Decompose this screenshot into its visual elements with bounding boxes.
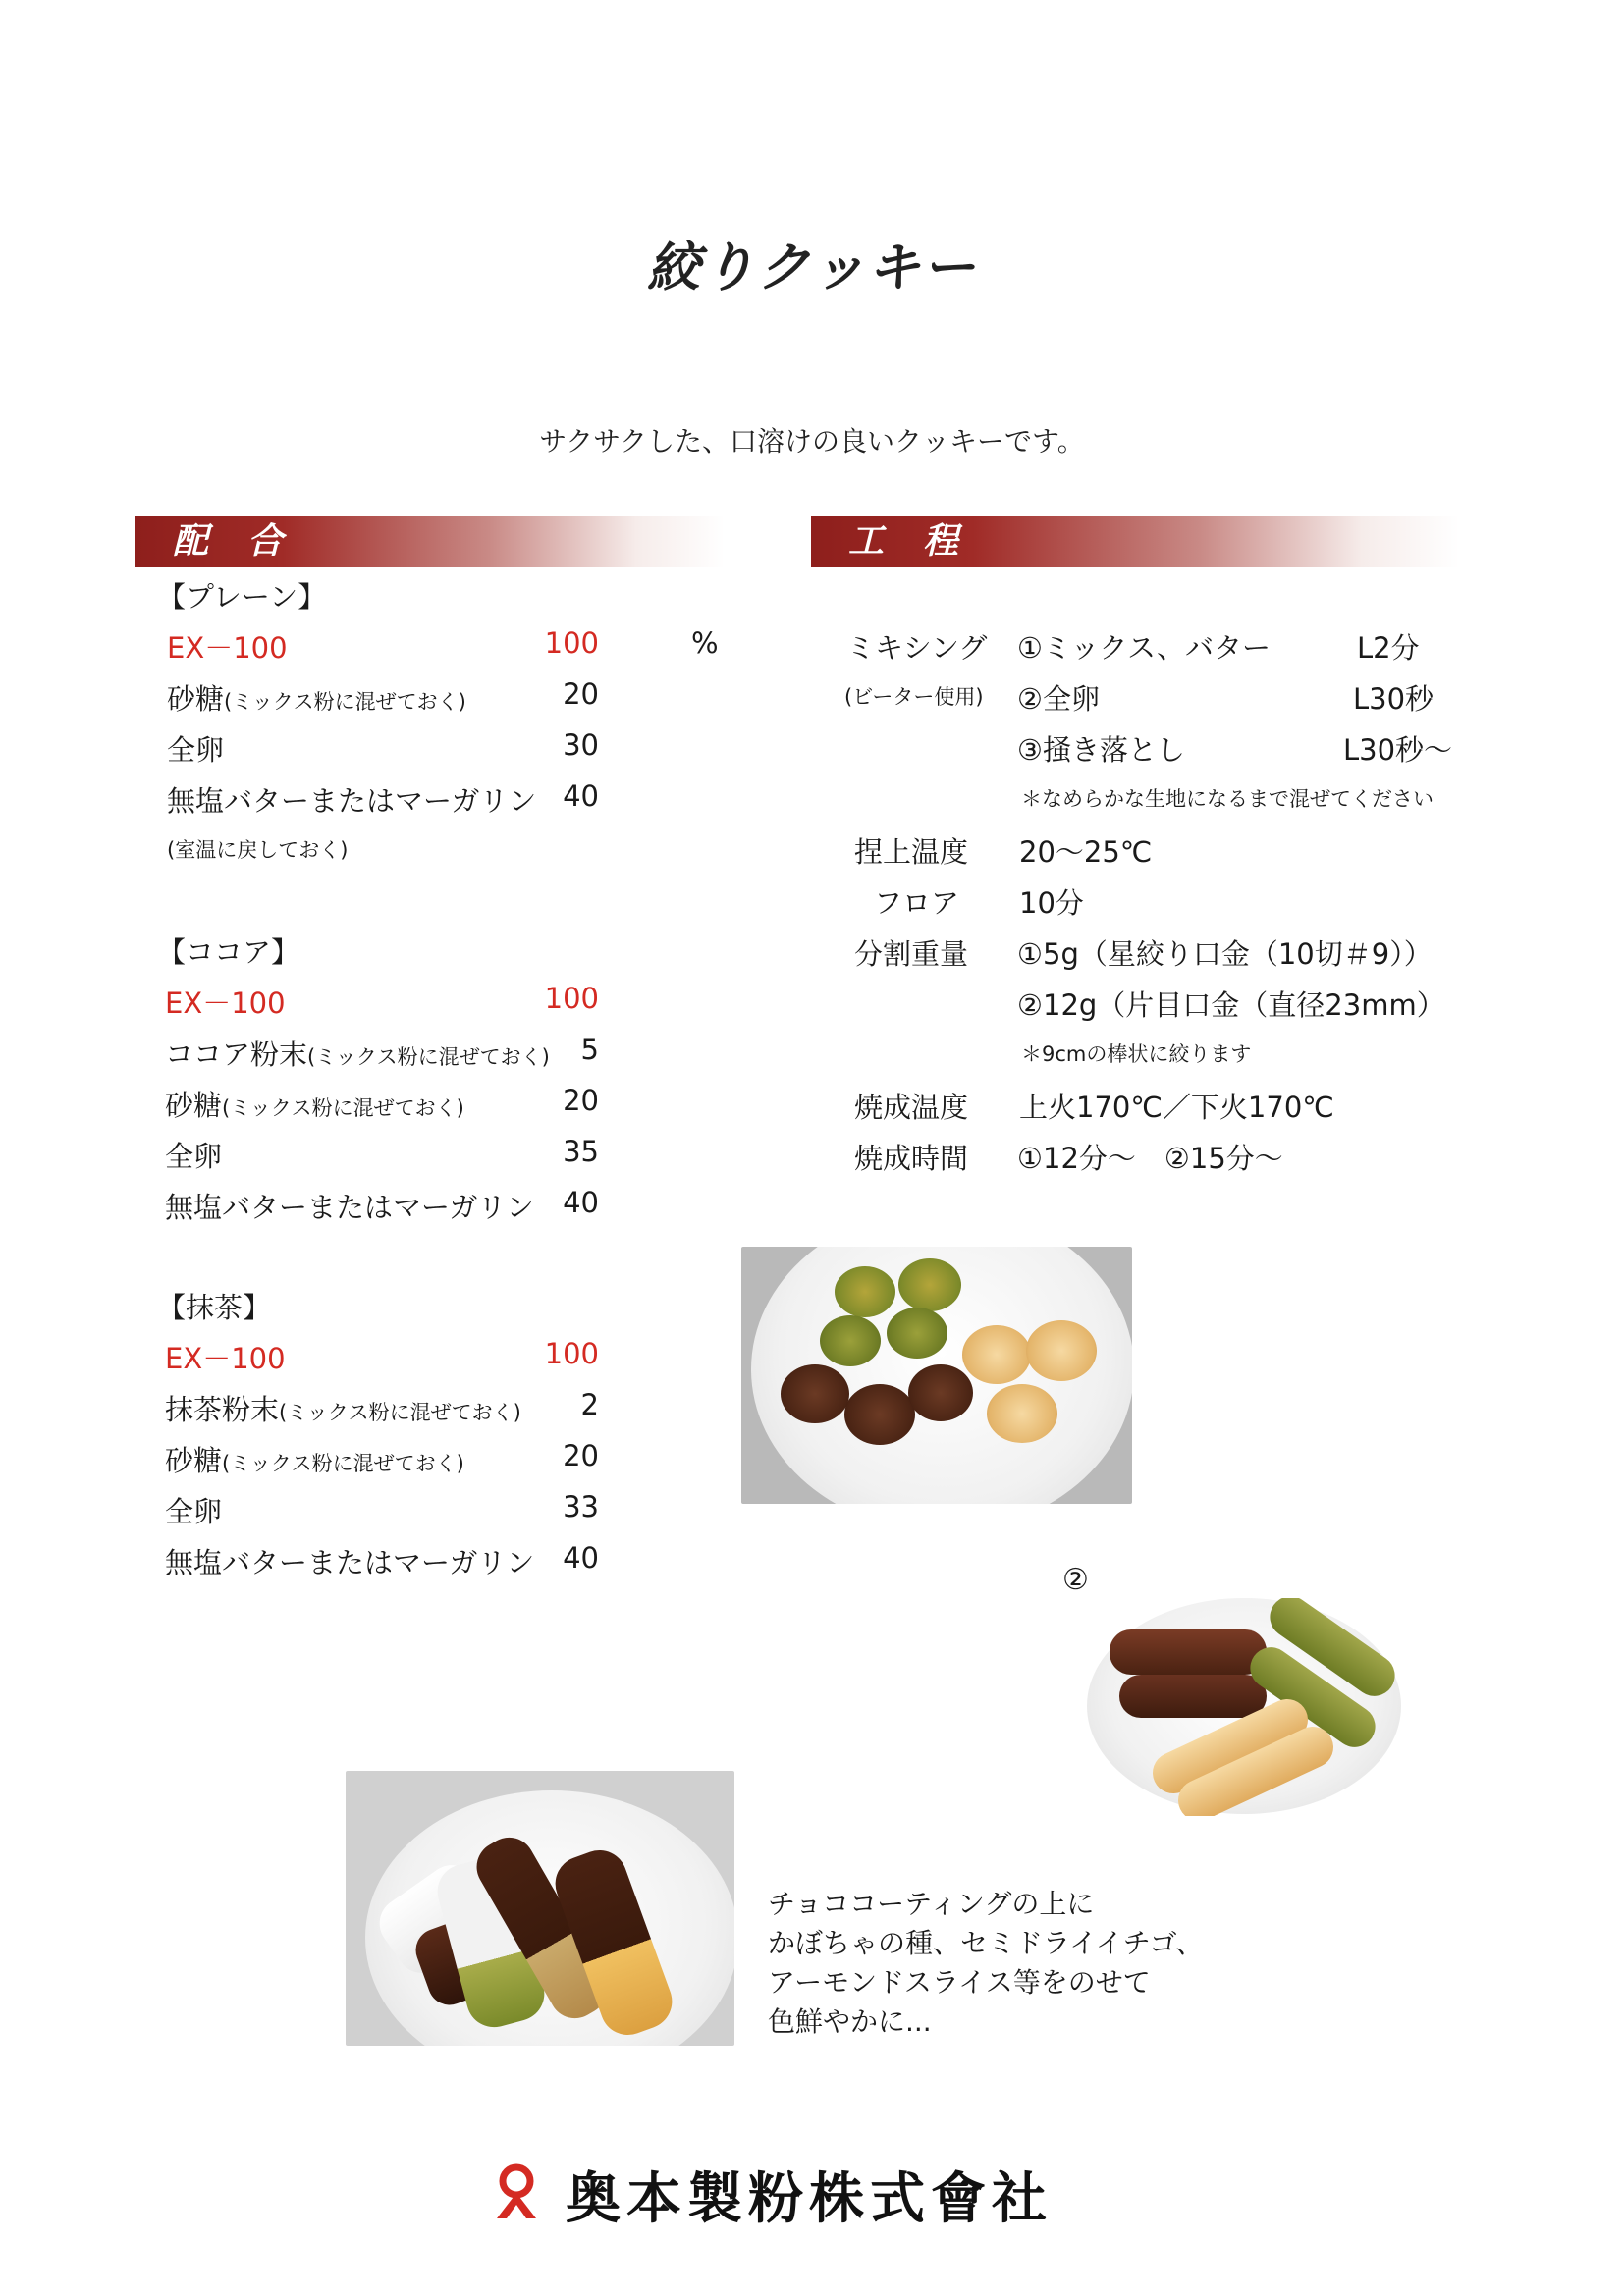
process-heading-band	[811, 516, 1459, 567]
cocoa-powder-name: ココア粉末	[165, 1038, 308, 1071]
weight-label: 分割重量	[854, 937, 969, 971]
cocoa-powder-note: (ミックス粉に混ぜておく)	[307, 1045, 550, 1069]
matcha-label: 【抹茶】	[157, 1291, 272, 1324]
cocoa-label: 【ココア】	[157, 935, 300, 969]
plain-sugar-value: 20	[563, 677, 599, 711]
mixing-sub: (ビーター使用)	[844, 685, 984, 709]
mixing-step-3: ③掻き落とし	[1017, 733, 1185, 767]
page-subtitle: サクサクした、口溶けの良いクッキーです。	[539, 425, 1085, 457]
weight-1: ①5g（星絞り口金（10切＃9））	[1017, 937, 1433, 971]
company-logo-icon	[485, 2160, 548, 2222]
mixing-step-1: ①ミックス、バター	[1017, 631, 1271, 665]
recipe-heading-band	[135, 516, 725, 567]
caption-line-2: かぼちゃの種、セミドライイチゴ、	[768, 1927, 1204, 1959]
floor-label: フロア	[874, 886, 960, 920]
cocoa-ex100-name: EX－100	[165, 987, 286, 1020]
matcha-ex100-name: EX－100	[165, 1342, 286, 1375]
company-name: 奥本製粉株式會社	[566, 2166, 1053, 2231]
cocoa-butter-name: 無塩バターまたはマーガリン	[165, 1191, 535, 1224]
floor-value: 10分	[1019, 886, 1084, 920]
mixing-note: ＊なめらかな生地になるまで混ぜてください	[1021, 787, 1434, 811]
cocoa-sugar-note: (ミックス粉に混ぜておく)	[222, 1096, 464, 1120]
cocoa-sugar-name: 砂糖	[165, 1089, 223, 1122]
caption-line-3: アーモンドスライス等をのせて	[768, 1966, 1151, 1999]
matcha-powder-value: 2	[580, 1388, 599, 1421]
matcha-sugar-value: 20	[563, 1439, 599, 1472]
photo-rosette-cookies	[741, 1247, 1132, 1504]
photo-2-label: ②	[1062, 1563, 1089, 1597]
matcha-ex100-value: 100	[544, 1337, 599, 1370]
photo-decorated-cookies	[346, 1771, 734, 2046]
temp-label: 捏上温度	[854, 835, 969, 869]
cocoa-powder-value: 5	[580, 1033, 599, 1066]
plain-butter-name: 無塩バターまたはマーガリン	[167, 784, 537, 818]
caption-line-4: 色鮮やかに...	[768, 2005, 932, 2038]
matcha-sugar-note: (ミックス粉に混ぜておく)	[222, 1452, 464, 1475]
temp-value: 20～25℃	[1019, 835, 1153, 869]
process-heading: 工 程	[848, 521, 961, 561]
photo-stick-cookies	[1033, 1598, 1406, 1816]
weight-note: ＊9cmの棒状に絞ります	[1021, 1042, 1252, 1066]
plain-footnote: (室温に戻しておく)	[167, 838, 349, 862]
plain-ex100-value: 100	[544, 626, 599, 660]
matcha-sugar-name: 砂糖	[165, 1444, 223, 1477]
plain-butter-value: 40	[563, 779, 599, 813]
cocoa-butter-value: 40	[563, 1186, 599, 1219]
weight-2: ②12g（片目口金（直径23mm）	[1017, 988, 1445, 1022]
plain-sugar	[167, 677, 466, 718]
page-title: 絞りクッキー	[647, 236, 977, 298]
plain-sugar-note: (ミックス粉に混ぜておく)	[224, 690, 466, 714]
mixing-time-1: L2分	[1357, 631, 1420, 665]
matcha-butter-name: 無塩バターまたはマーガリン	[165, 1546, 535, 1579]
mixing-time-2: L30秒	[1353, 682, 1435, 716]
matcha-sugar	[165, 1439, 464, 1479]
matcha-powder	[165, 1388, 521, 1428]
matcha-egg-name: 全卵	[165, 1495, 223, 1528]
unit-percent: %	[691, 626, 719, 660]
cocoa-sugar-value: 20	[563, 1084, 599, 1117]
bake-temp-value: 上火170℃／下火170℃	[1019, 1091, 1334, 1124]
bake-time-value: ①12分～ ②15分～	[1017, 1142, 1283, 1175]
mixing-step-2: ②全卵	[1017, 682, 1100, 716]
cocoa-powder	[165, 1033, 550, 1073]
plain-egg-name: 全卵	[167, 733, 225, 767]
matcha-powder-name: 抹茶粉末	[165, 1393, 280, 1426]
matcha-powder-note: (ミックス粉に混ぜておく)	[279, 1401, 521, 1424]
cocoa-egg-value: 35	[563, 1135, 599, 1168]
cocoa-sugar	[165, 1084, 464, 1124]
plain-label: 【プレーン】	[157, 580, 327, 614]
plain-egg-value: 30	[563, 728, 599, 762]
plain-sugar-name: 砂糖	[167, 682, 225, 716]
bake-temp-label: 焼成温度	[854, 1091, 969, 1124]
mixing-time-3: L30秒～	[1343, 733, 1453, 767]
mixing-label: ミキシング	[846, 631, 988, 665]
matcha-egg-value: 33	[563, 1490, 599, 1523]
caption-line-1: チョココーティングの上に	[768, 1888, 1095, 1920]
cocoa-egg-name: 全卵	[165, 1140, 223, 1173]
matcha-butter-value: 40	[563, 1541, 599, 1575]
cocoa-ex100-value: 100	[544, 982, 599, 1015]
recipe-heading: 配 合	[173, 521, 286, 561]
bake-time-label: 焼成時間	[854, 1142, 969, 1175]
plain-ex100-name: EX－100	[167, 631, 288, 665]
